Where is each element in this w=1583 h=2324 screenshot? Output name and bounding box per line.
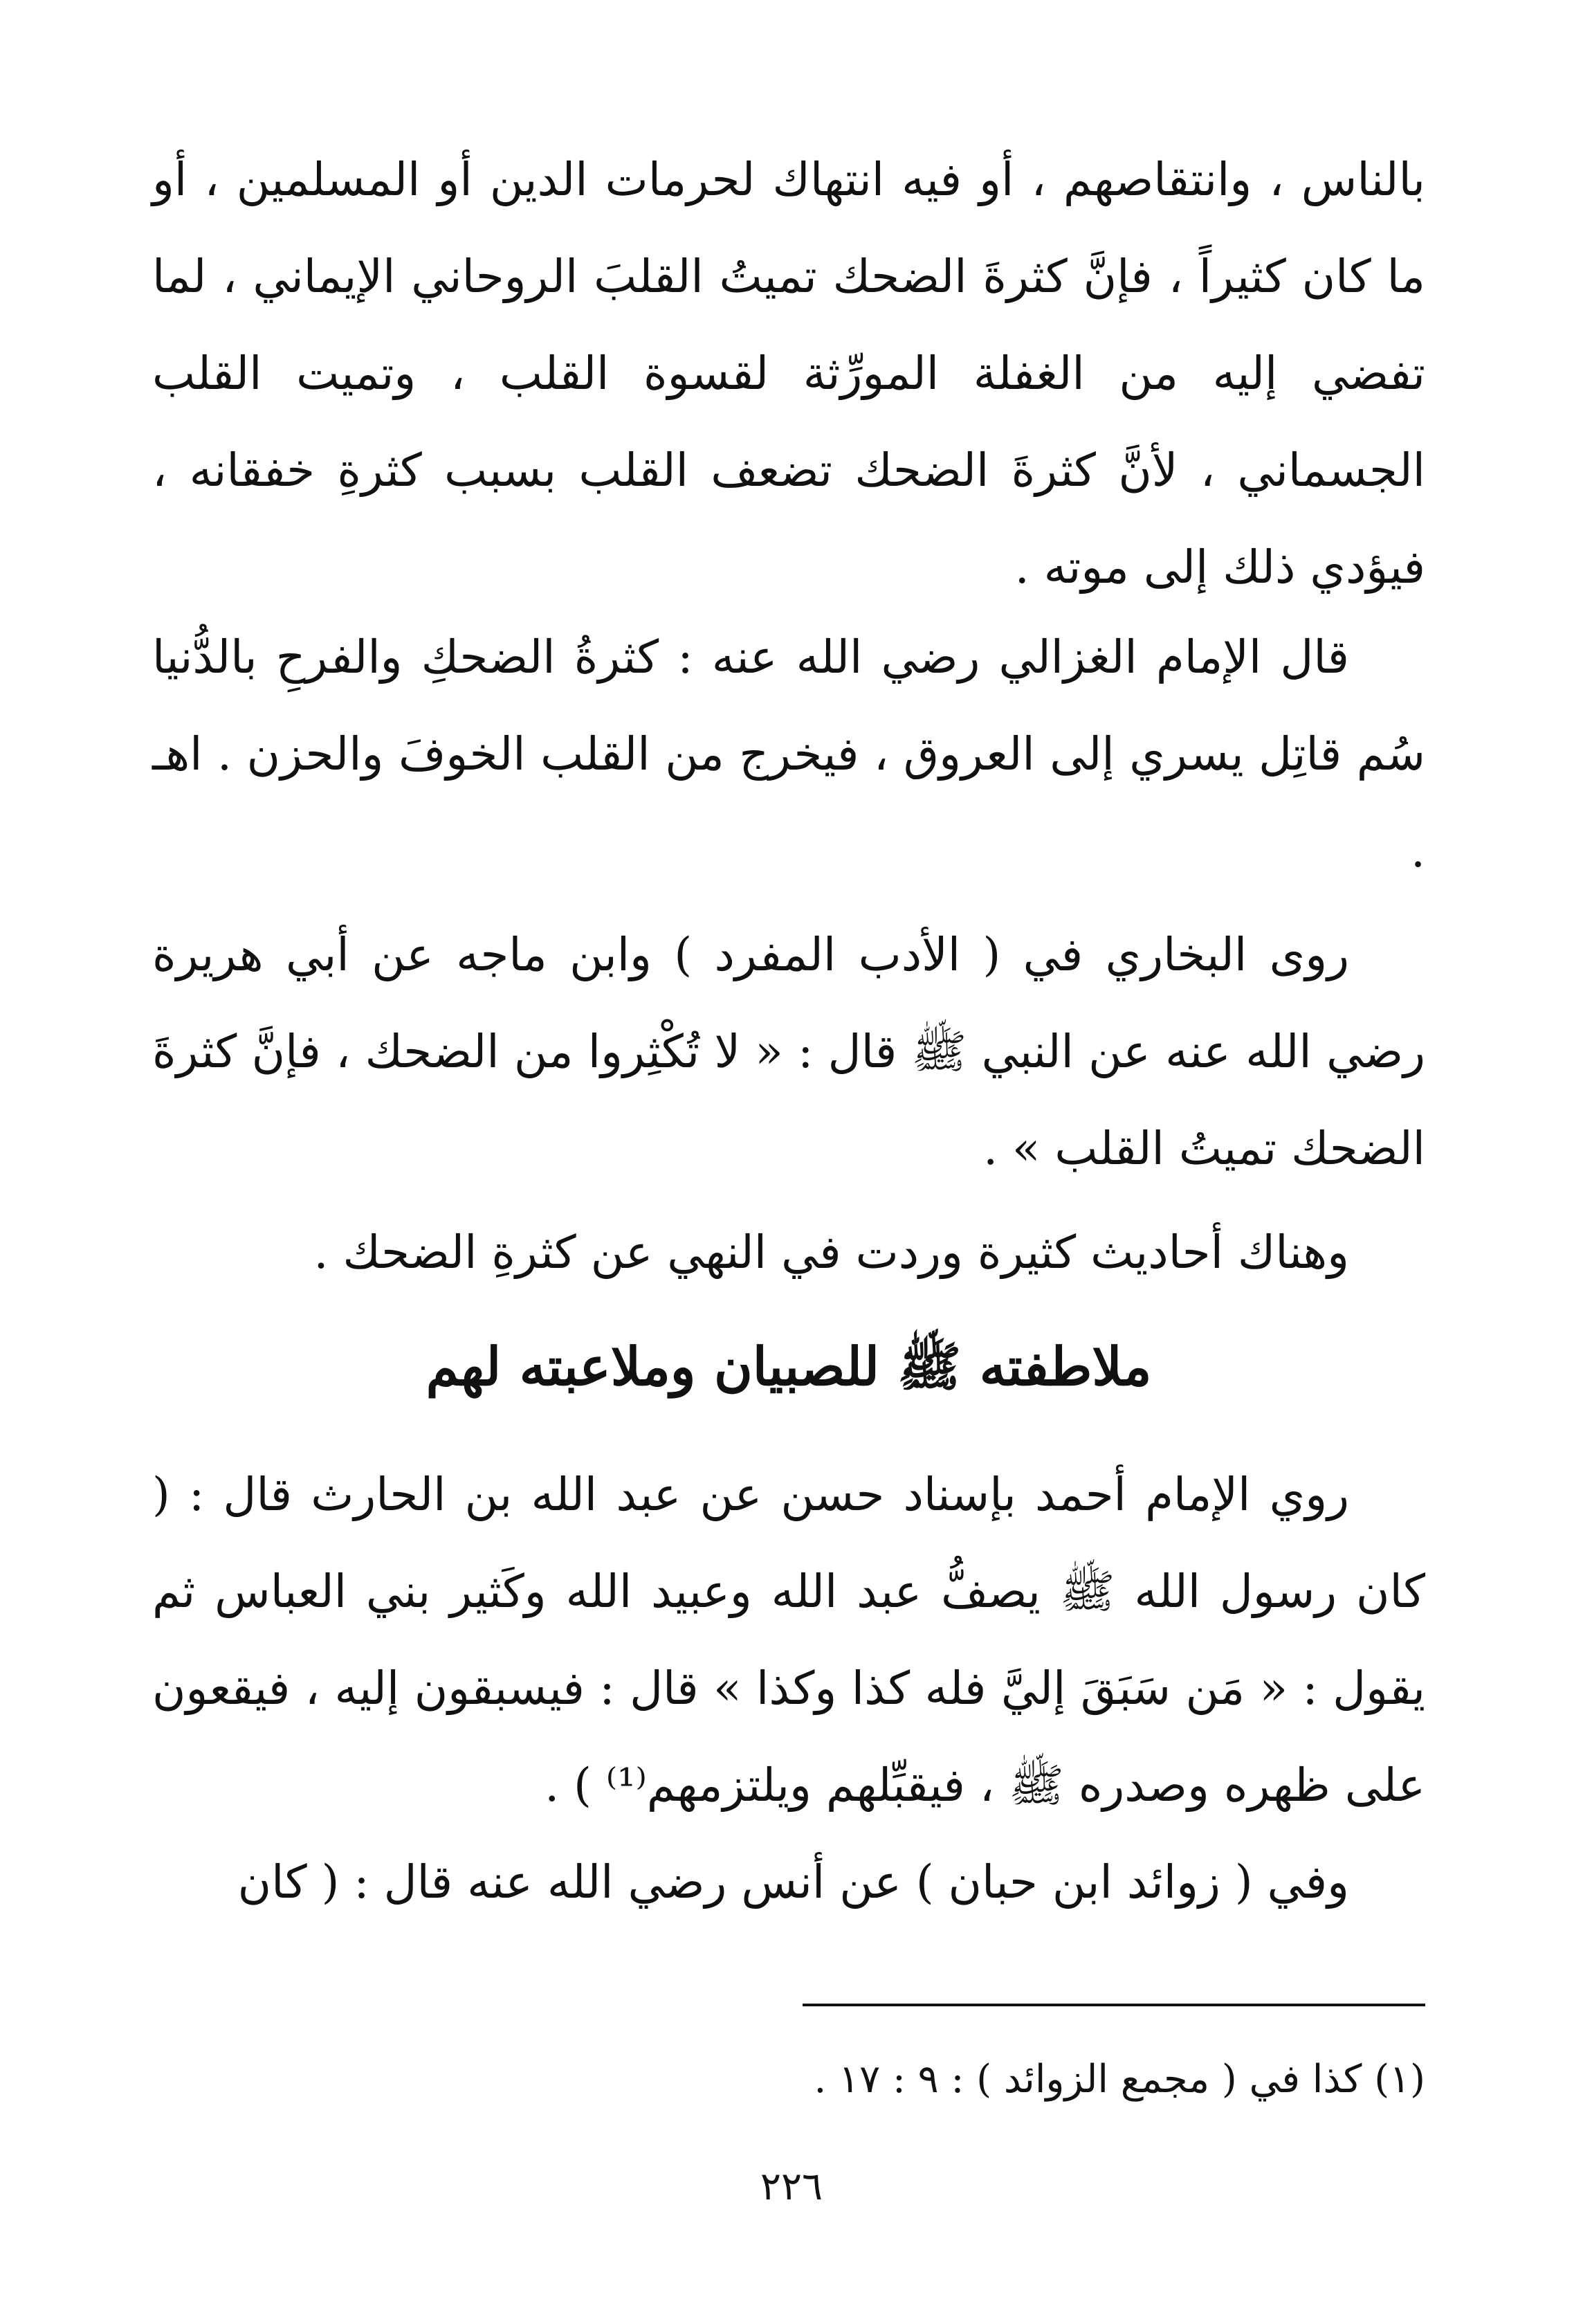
footnote-separator (803, 2004, 1425, 2006)
paragraph-many-hadiths (152, 1204, 1425, 1301)
paragraph-text: روي الإمام أحمد بإسناد حسن عن عبد الله بن الحارث قال : ( كان رسول الله ﷺ يصفُّ عبد الله وعبيد الله وكَثير بني العباس ثم يقول : « مَن سَبَقَ إليَّ فله كذا وكذا » قال : فيسبقون إليه ، فيقعون على ظهره وصدره ﷺ ، فيقبِّلهم ويلتزمهم⁽¹⁾ ) . (152, 1468, 1425, 1812)
paragraph-ahmad-hadith (152, 1446, 1425, 1834)
paragraph-continuation (152, 131, 1425, 616)
paragraph-text: وهناك أحاديث كثيرة وردت في النهي عن كثرةِ الضحك . (313, 1226, 1349, 1279)
paragraph-ghazali-quote (152, 609, 1425, 900)
page-number: ٢٢٦ (760, 2164, 823, 2209)
footnote: (١) كذا في ( مجمع الزوائد ) : ٩ : ١٧ . (814, 2057, 1425, 2102)
paragraph-text: وفي ( زوائد ابن حبان ) عن أنس رضي الله عنه قال : ( كان (237, 1855, 1349, 1909)
paragraph-text: روى البخاري في ( الأدب المفرد ) وابن ماجه عن أبي هريرة رضي الله عنه عن النبي ﷺ قال : « لا تُكْثِروا من الضحك ، فإنَّ كثرةَ الضحك تميتُ القلب » . (152, 928, 1426, 1175)
paragraph-text: قال الإمام الغزالي رضي الله عنه : كثرةُ الضحكِ والفرحِ بالدُّنيا سُم قاتِل يسري إلى العروق ، فيخرج من القلب الخوفَ والحزن . اهـ . (152, 630, 1425, 878)
paragraph-text: بالناس ، وانتقاصهم ، أو فيه انتهاك لحرمات الدين أو المسلمين ، أو ما كان كثيراً ، فإنَّ كثرةَ الضحك تميتُ القلبَ الروحاني الإيماني ، لما تفضي إليه من الغفلة المورِّثة لقسوة القلب ، وتميت القلب الجسماني ، لأنَّ كثرةَ الضحك تضعف القلب بسبب كثرةِ خفقانه ، فيؤدي ذلك إلى موته . (152, 153, 1426, 594)
paragraph-ibn-hibban (152, 1834, 1425, 1931)
section-heading: ملاطفته ﷺ للصبيان وملاعبته لهم (426, 1336, 1152, 1397)
paragraph-bukhari-hadith (152, 907, 1425, 1197)
